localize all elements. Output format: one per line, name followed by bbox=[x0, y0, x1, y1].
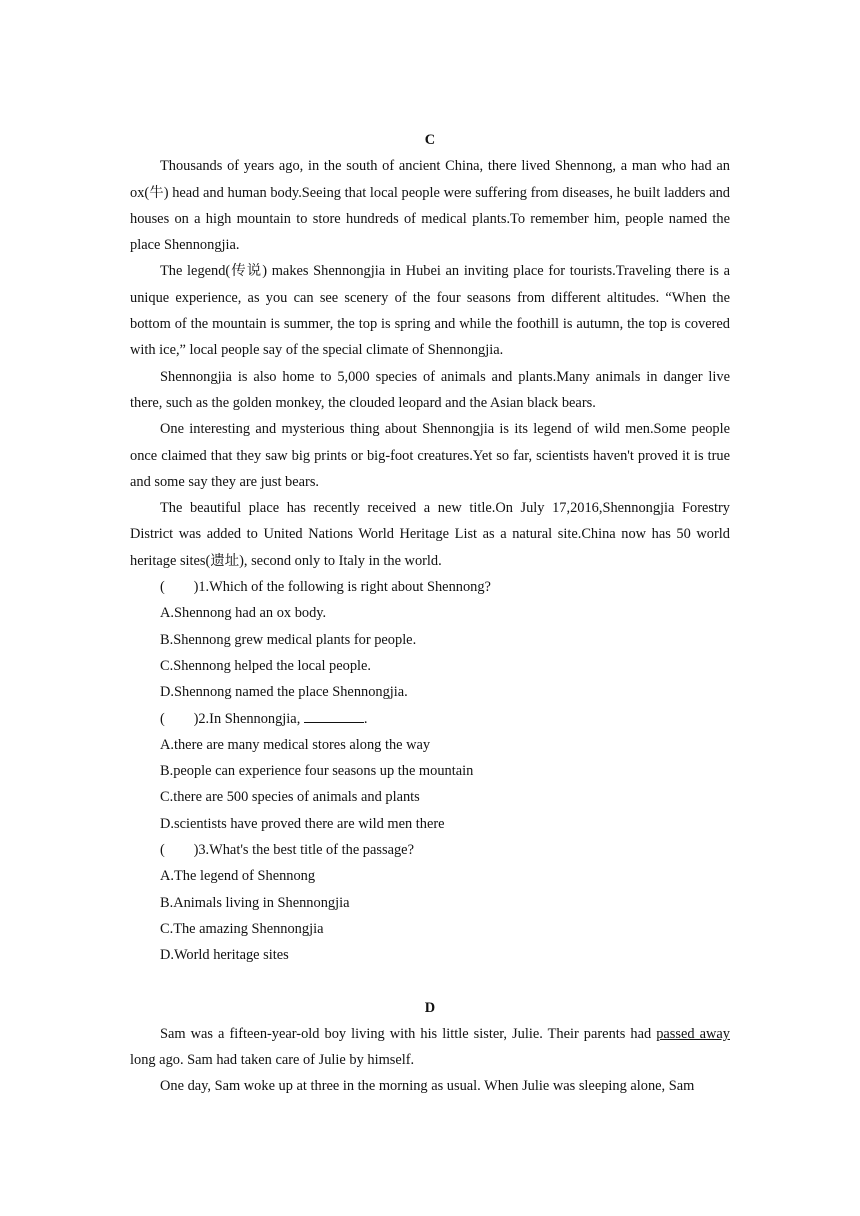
question-1-option-a: A.Shennong had an ox body. bbox=[160, 605, 327, 622]
question-2-stem-end: . bbox=[363, 710, 368, 727]
section-d-paragraph-1 bbox=[130, 1021, 730, 1074]
question-2-stem bbox=[130, 706, 730, 732]
question-1-option-c: C.Shennong helped the local people. bbox=[160, 657, 372, 674]
question-1-option-d: D.Shennong named the place Shennongjia. bbox=[160, 684, 408, 701]
section-c-paragraph-1: Thousands of years ago, in the south of ancient China, there lived Shennong, a man who had an ox(牛) head and human body.Seeing that local people were suffering from diseases, he built ladders and houses on a high mountain to store hundreds of medical plants.To remember him, people named the place Shennongjia. bbox=[130, 158, 730, 254]
section-c-paragraph-3: Shennongjia is also home to 5,000 species of animals and plants.Many animals in danger live there, such as the golden monkey, the clouded leopard and the Asian black bears. bbox=[130, 368, 730, 411]
question-3-option-c: C.The amazing Shennongjia bbox=[160, 920, 324, 937]
question-2-option-b: B.people can experience four seasons up the mountain bbox=[160, 763, 474, 780]
answer-blank bbox=[304, 708, 364, 723]
question-2-stem-text: ( )2.In Shennongjia, bbox=[160, 710, 304, 727]
section-c-heading: C bbox=[424, 132, 436, 148]
section-c-paragraph-2: The legend(传说) makes Shennongjia in Hubei an inviting place for tourists.Traveling there is a unique experience, as you can see scenery of the four seasons from different altitudes. “When the bottom of the mountain is summer, the top is spring and while the foothill is autumn, the top is covered with ice,” local people say of the special climate of Shennongjia. bbox=[130, 263, 730, 359]
section-c-paragraph-5: The beautiful place has recently received a new title.On July 17,2016,Shennongjia Forestry District was added to United Nations World Heritage List as a natural site.China now has 50 world heritage sites(遗址), second only to Italy in the world. bbox=[130, 500, 730, 569]
section-d-p1-end: long ago. Sam had taken care of Julie by himself. bbox=[130, 1052, 415, 1069]
question-3-option-d: D.World heritage sites bbox=[160, 947, 289, 964]
underlined-phrase: passed away bbox=[656, 1025, 730, 1042]
section-spacer bbox=[130, 969, 730, 995]
question-3-option-a: A.The legend of Shennong bbox=[160, 868, 316, 885]
section-c-paragraph-4: One interesting and mysterious thing about Shennongjia is its legend of wild men.Some people once claimed that they saw big prints or big-foot creatures.Yet so far, scientists haven't proved it is true and some say they are just bears. bbox=[130, 421, 730, 490]
section-d-heading: D bbox=[424, 999, 436, 1016]
question-3-stem: ( )3.What's the best title of the passage? bbox=[160, 842, 414, 859]
section-d-p1-start: Sam was a fifteen-year-old boy living with his little sister, Julie. Their parents had bbox=[160, 1025, 657, 1042]
question-2-option-c: C.there are 500 species of animals and plants bbox=[160, 789, 420, 806]
question-2-option-a: A.there are many medical stores along the way bbox=[160, 736, 431, 753]
question-1-stem: ( )1.Which of the following is right about Shennong? bbox=[160, 579, 491, 596]
question-3-option-b: B.Animals living in Shennongjia bbox=[160, 894, 350, 911]
question-1-option-b: B.Shennong grew medical plants for people. bbox=[160, 631, 417, 648]
worksheet-page bbox=[130, 127, 730, 1100]
section-d-paragraph-2: One day, Sam woke up at three in the morning as usual. When Julie was sleeping alone, Sam bbox=[160, 1078, 695, 1095]
question-2-option-d: D.scientists have proved there are wild men there bbox=[160, 815, 445, 832]
